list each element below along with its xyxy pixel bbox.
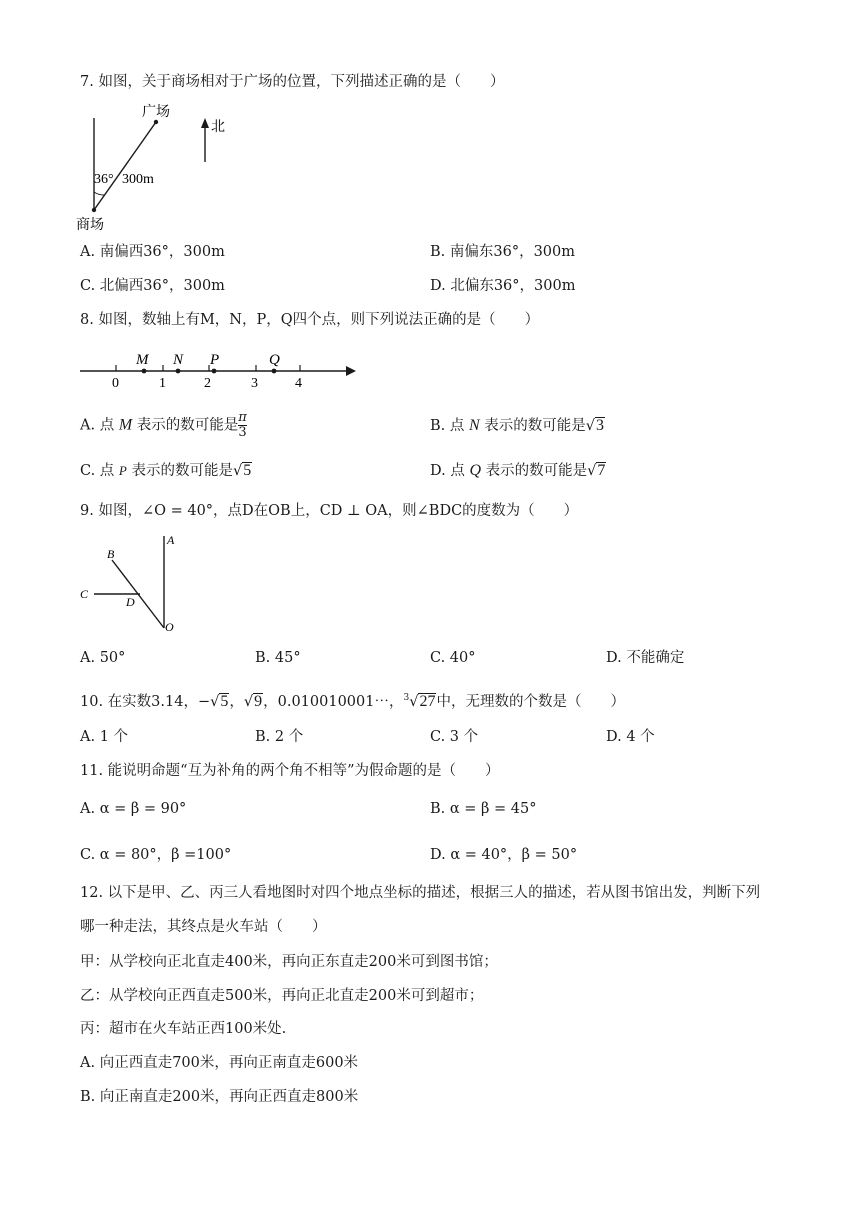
q8-a-text: 表示的数可能是 [136, 417, 239, 434]
north-label: 北 [211, 120, 225, 135]
q7-option-a[interactable]: A. 南偏西36°，300m [80, 244, 225, 260]
q8-c-text: 表示的数可能是 [131, 463, 233, 479]
q11-option-d[interactable]: D. α = 40°，β = 50° [430, 847, 578, 863]
label-b: B [107, 547, 115, 561]
point-n-label: N [173, 352, 184, 368]
sqrt-icon: √ [232, 463, 243, 479]
q9-option-a[interactable]: A. 50° [80, 650, 126, 666]
sqrt-icon: √ [585, 418, 596, 434]
label-c: C [80, 587, 89, 601]
tick-label-0: 0 [112, 376, 119, 390]
north-arrow-icon [201, 118, 209, 128]
q8-b-prefix: B. 点 [430, 418, 465, 434]
q9-option-b[interactable]: B. 45° [255, 650, 301, 666]
q12-statement-yi: 乙：从学校向正西直走500米，再向正北直走200米可到超市； [80, 988, 484, 1004]
label-d: D [126, 595, 135, 609]
q8-c-radicand: 5 [243, 462, 252, 479]
point-m [142, 369, 147, 374]
q10-stem-part-3: ，0.010010001⋯， [263, 693, 404, 710]
q10-option-b[interactable]: B. 2 个 [255, 729, 304, 745]
question-8-stem: 8. 如图，数轴上有M，N，P，Q四个点，则下列说法正确的是（ ） [80, 312, 540, 328]
q7-option-c[interactable]: C. 北偏西36°，300m [80, 278, 225, 294]
axis-arrow-icon [346, 366, 356, 376]
q10-radicand-3: 27 [419, 692, 436, 710]
distance-label: 300m [122, 172, 154, 187]
q8-d-prefix: D. 点 [430, 463, 465, 479]
tick-label-3: 3 [251, 376, 258, 390]
question-7-stem: 7. 如图，关于商场相对于广场的位置，下列描述正确的是（ ） [80, 74, 505, 90]
angle-label: 36° [94, 172, 114, 187]
plaza-mall-line [94, 122, 156, 210]
q8-option-b[interactable] [430, 417, 605, 435]
point-q [272, 369, 277, 374]
q9-option-d[interactable]: D. 不能确定 [606, 650, 685, 666]
q8-option-c[interactable] [80, 462, 252, 480]
q8-option-d[interactable] [430, 462, 606, 480]
point-p-label: P [210, 352, 220, 368]
q8-d-radicand: 7 [597, 462, 606, 479]
angle-arc [94, 192, 105, 195]
question-10-stem [80, 689, 625, 711]
mall-label: 商场 [76, 218, 104, 233]
question-12-stem-line-2: 哪一种走法，其终点是火车站（ ） [80, 919, 327, 935]
q10-stem-part-1: 10. 在实数3.14，− [80, 693, 211, 710]
tick-label-4: 4 [295, 376, 302, 390]
q12-option-b[interactable]: B. 向正南直走200米，再向正西直走800米 [80, 1089, 359, 1105]
q10-radicand-1: 5 [220, 692, 229, 710]
q12-statement-bing: 丙：超市在火车站正西100米处. [80, 1021, 287, 1037]
q8-b-var: N [468, 417, 480, 434]
label-a: A [167, 533, 175, 547]
q10-radicand-2: 9 [254, 692, 263, 710]
tick-label-1: 1 [159, 376, 166, 390]
question-12-stem-line-1: 12. 以下是甲、乙、丙三人看地图时对四个地点坐标的描述，根据三人的描述，若从图书馆出发，判断下列 [80, 885, 761, 901]
q10-stem-part-4: 中，无理数的个数是（ ） [436, 693, 625, 710]
q9-option-c[interactable]: C. 40° [430, 650, 476, 666]
q8-b-text: 表示的数可能是 [484, 418, 586, 434]
q10-option-d[interactable]: D. 4 个 [606, 729, 655, 745]
sqrt-icon: √ [587, 463, 597, 479]
tick-label-2: 2 [204, 376, 211, 390]
q8-a-denominator: 3 [238, 425, 247, 440]
question-7-figure [72, 98, 242, 238]
q8-c-var: P [118, 463, 127, 478]
sqrt-icon: √ [243, 693, 254, 710]
q8-d-text: 表示的数可能是 [485, 463, 588, 479]
q8-a-var: M [118, 416, 133, 434]
plaza-label: 广场 [142, 105, 170, 120]
q10-option-a[interactable]: A. 1 个 [80, 729, 129, 745]
q10-option-c[interactable]: C. 3 个 [430, 729, 479, 745]
question-11-stem: 11. 能说明命题“互为补角的两个角不相等”为假命题的是（ ） [80, 763, 500, 779]
q8-c-prefix: C. 点 [80, 463, 115, 479]
q11-option-a[interactable]: A. α = β = 90° [80, 801, 187, 817]
mall-point [92, 208, 96, 212]
q8-option-a[interactable] [80, 411, 247, 440]
q10-stem-part-2: ， [229, 693, 244, 710]
sqrt-icon: √ [210, 693, 220, 710]
number-line-figure [78, 344, 368, 390]
q7-option-d[interactable]: D. 北偏东36°，300m [430, 278, 576, 294]
point-m-label: M [136, 352, 149, 368]
q11-option-b[interactable]: B. α = β = 45° [430, 801, 537, 817]
question-9-stem: 9. 如图，∠O = 40°，点D在OB上，CD ⊥ OA，则∠BDC的度数为（ ） [80, 503, 579, 519]
q10-cube-root-index: 3 [403, 693, 410, 703]
q8-a-fraction [238, 411, 247, 440]
plaza-point [154, 120, 158, 124]
q12-statement-jia: 甲：从学校向正北直走400米，再向正东直走200米可到图书馆； [80, 954, 498, 970]
q11-option-c[interactable]: C. α = 80°，β =100° [80, 847, 232, 863]
q8-d-var: Q [469, 462, 481, 479]
point-p [212, 369, 217, 374]
q8-a-numerator: π [238, 410, 247, 425]
q8-a-prefix: A. 点 [80, 417, 115, 434]
question-9-figure [74, 530, 194, 640]
point-q-label: Q [269, 352, 280, 368]
point-n [176, 369, 181, 374]
q12-option-a[interactable]: A. 向正西直走700米，再向正南直走600米 [80, 1055, 359, 1071]
cube-root-icon: √ [409, 693, 419, 710]
q7-option-b[interactable]: B. 南偏东36°，300m [430, 244, 575, 260]
q8-b-radicand: 3 [596, 417, 605, 434]
label-o: O [165, 620, 174, 634]
